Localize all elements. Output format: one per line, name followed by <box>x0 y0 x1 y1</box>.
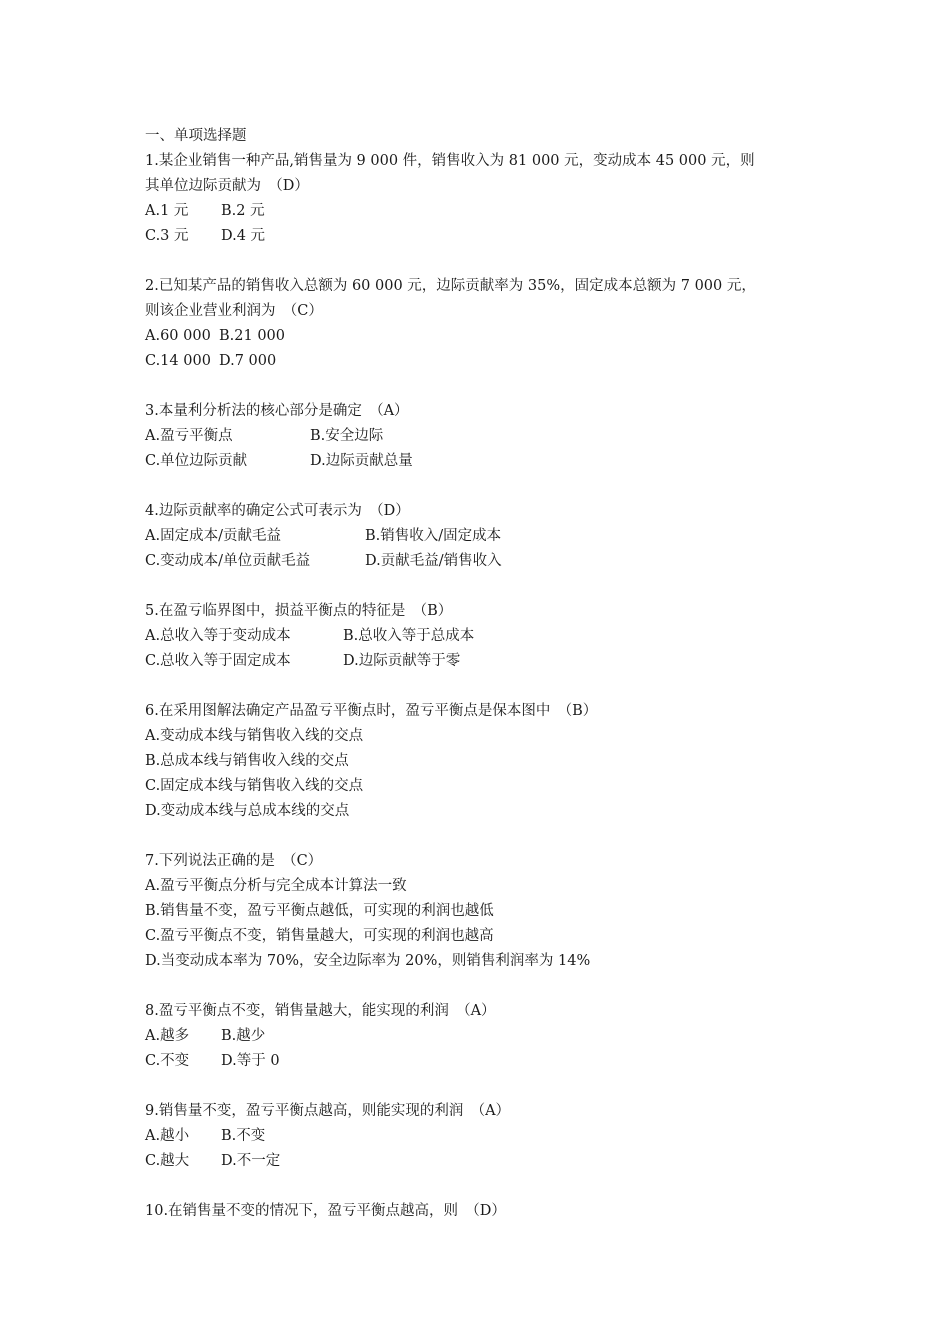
question-3-options-row-2 <box>145 449 825 474</box>
question-8-options-row-1 <box>145 1024 825 1049</box>
option-c: C.不变 <box>145 1053 190 1069</box>
question-7-option-b: B.销售量不变，盈亏平衡点越低，可实现的利润也越低 <box>145 903 494 919</box>
question-1-options-row-1 <box>145 199 825 224</box>
option-d: D.边际贡献等于零 <box>343 653 461 669</box>
question-7-option-a: A.盈亏平衡点分析与完全成本计算法一致 <box>145 878 407 894</box>
question-5-stem: 5.在盈亏临界图中，损益平衡点的特征是 （B） <box>145 603 453 619</box>
option-c: C.单位边际贡献 <box>145 453 248 469</box>
option-b: B.不变 <box>221 1128 266 1144</box>
question-6-option-a: A.变动成本线与销售收入线的交点 <box>145 728 364 744</box>
option-d: D.等于 0 <box>221 1053 280 1069</box>
question-7-option-c: C.盈亏平衡点不变，销售量越大，可实现的利润也越高 <box>145 928 494 944</box>
option-c: C.总收入等于固定成本 <box>145 653 291 669</box>
question-6-stem: 6.在采用图解法确定产品盈亏平衡点时，盈亏平衡点是保本图中 （B） <box>145 703 598 719</box>
option-b: B.总收入等于总成本 <box>343 628 475 644</box>
question-8-stem: 8.盈亏平衡点不变，销售量越大，能实现的利润 （A） <box>145 1003 496 1019</box>
option-b: B.越少 <box>221 1028 266 1044</box>
option-a: A.盈亏平衡点 <box>145 428 233 444</box>
question-9-options-row-2 <box>145 1149 825 1174</box>
question-4-stem: 4.边际贡献率的确定公式可表示为 （D） <box>145 503 410 519</box>
question-9-options-row-1 <box>145 1124 825 1149</box>
question-3-stem: 3.本量利分析法的核心部分是确定 （A） <box>145 403 409 419</box>
question-6-option-d: D.变动成本线与总成本线的交点 <box>145 803 350 819</box>
option-d: D.7 000 <box>219 353 277 369</box>
question-2-options-row-1 <box>145 324 825 349</box>
question-7-stem: 7.下列说法正确的是 （C） <box>145 853 323 869</box>
option-d: D.边际贡献总量 <box>310 453 413 469</box>
question-1-stem-line-2: 其单位边际贡献为 （D） <box>145 178 309 194</box>
question-10-stem: 10.在销售量不变的情况下，盈亏平衡点越高，则 （D） <box>145 1203 506 1219</box>
question-2-options-row-2 <box>145 349 825 374</box>
option-b: B.21 000 <box>219 328 286 344</box>
question-6-option-b: B.总成本线与销售收入线的交点 <box>145 753 349 769</box>
option-a: A.60 000 <box>145 328 211 344</box>
option-a: A.越多 <box>145 1028 190 1044</box>
question-list <box>145 124 825 1224</box>
question-2-stem-line-2: 则该企业营业利润为 （C） <box>145 303 323 319</box>
option-c: C.变动成本/单位贡献毛益 <box>145 553 311 569</box>
option-a: A.1 元 <box>145 203 189 219</box>
question-8-options-row-2 <box>145 1049 825 1074</box>
option-c: C.14 000 <box>145 353 211 369</box>
option-d: D.4 元 <box>221 228 266 244</box>
option-a: A.总收入等于变动成本 <box>145 628 291 644</box>
option-a: A.越小 <box>145 1128 190 1144</box>
section-title: 一、单项选择题 <box>145 128 247 144</box>
question-9-stem: 9.销售量不变，盈亏平衡点越高，则能实现的利润 （A） <box>145 1103 511 1119</box>
question-5-options-row-2 <box>145 649 825 674</box>
question-7-option-d: D.当变动成本率为 70%，安全边际率为 20%，则销售利润率为 14% <box>145 953 591 969</box>
question-2-stem-line-1: 2.已知某产品的销售收入总额为 60 000 元，边际贡献率为 35%，固定成本总额为 7 000 元， <box>145 278 756 294</box>
question-1-stem-line-1: 1.某企业销售一种产品,销售量为 9 000 件，销售收入为 81 000 元，变动成本 45 000 元，则 <box>145 153 755 169</box>
option-b: B.2 元 <box>221 203 265 219</box>
question-4-options-row-1 <box>145 524 825 549</box>
option-a: A.固定成本/贡献毛益 <box>145 528 281 544</box>
option-b: B.销售收入/固定成本 <box>365 528 502 544</box>
question-6-option-c: C.固定成本线与销售收入线的交点 <box>145 778 364 794</box>
option-d: D.不一定 <box>221 1153 281 1169</box>
question-5-options-row-1 <box>145 624 825 649</box>
option-c: C.3 元 <box>145 228 189 244</box>
question-3-options-row-1 <box>145 424 825 449</box>
option-b: B.安全边际 <box>310 428 384 444</box>
question-4-options-row-2 <box>145 549 825 574</box>
option-d: D.贡献毛益/销售收入 <box>365 553 502 569</box>
option-c: C.越大 <box>145 1153 190 1169</box>
question-1-options-row-2 <box>145 224 825 249</box>
